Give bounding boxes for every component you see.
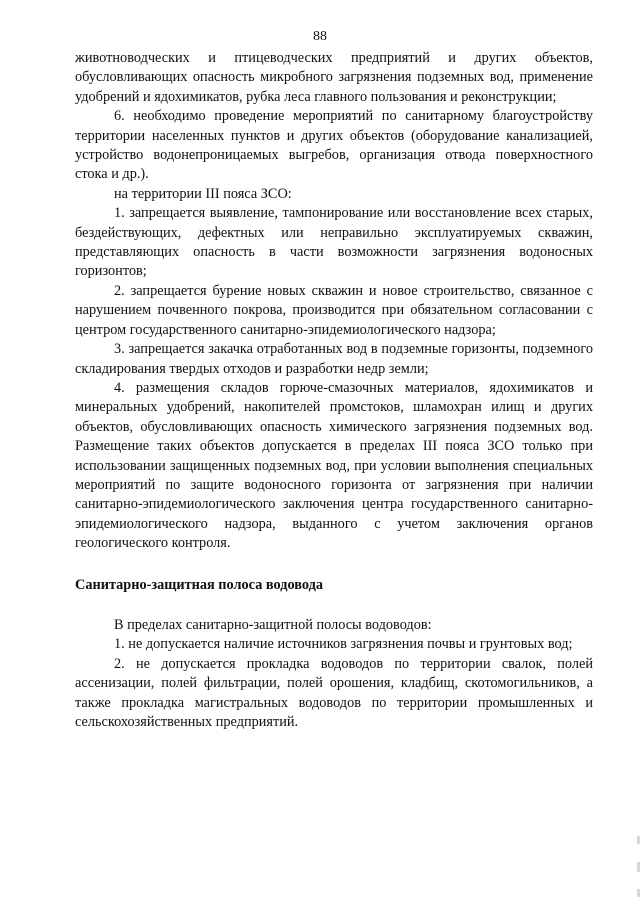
section-heading: Санитарно-защитная полоса водовода [75,576,324,593]
paragraph-item-6: 6. необходимо проведение мероприятий по санитарному благоустройству территории населенных пунктов и других объектов (оборудование канализацией, устройство водонепроницаемых выгребов, организация отвода поверхностного стока и др.). [75,108,593,183]
page-number: 88 [313,29,327,44]
paragraph-strip-item-1: 1. не допускается наличие источников загрязнения почвы и грунтовых вод; [114,636,573,653]
paragraph-continuation: животноводческих и птицеводческих предприятий и других объектов, обусловливающих опасность микробного загрязнения подземных вод, применение удобрений и ядохимикатов, рубка леса главного пользования и реконструкции; [75,50,593,105]
paragraph-zone-3-intro: на территории III пояса ЗСО: [114,185,292,202]
paragraph-zone-3-item-2: 2. запрещается бурение новых скважин и новое строительство, связанное с нарушением почвенного покрова, производится при обязательном согласовании с центром государственного санитарно-эпидемиологического надзора; [75,282,593,338]
paragraph-strip-item-2: 2. не допускается прокладка водоводов по территории свалок, полей ассенизации, полей фильтрации, полей орошения, кладбищ, скотомогильников, а также прокладка магистральных водоводов по территории промышленных и сельскохозяйственных предприятий. [75,655,593,730]
paragraph-zone-3-item-4: 4. размещения складов горюче-смазочных материалов, ядохимикатов и минеральных удобрений, накопителей промстоков, шламохран илищ и других объектов, обусловливающих опасность химического загрязнения подземных вод. Размещение таких объектов допускается в пределах III пояса ЗСО только при использовании защищенных подземных вод, при условии выполнения специальных мероприятий по защите водоносного горизонта от загрязнения при наличии санитарно-эпидемиологического заключения центра государственного санитарно-эпидемиологического надзора, выданного с учетом заключения органов геологического контроля. [75,379,593,552]
paragraph-strip-intro: В пределах санитарно-защитной полосы водоводов: [114,616,432,633]
paragraph-zone-3-item-1: 1. запрещается выявление, тампонирование или восстановление всех старых, бездействующих, дефектных или неправильно эксплуатируемых скважин, представляющих опасность в части возможности загрязнения водоносных горизонтов; [75,205,593,280]
paragraph-zone-3-item-3: 3. запрещается закачка отработанных вод в подземные горизонты, подземного складирования твердых отходов и разработки недр земли; [75,341,593,377]
document-body [75,49,593,732]
